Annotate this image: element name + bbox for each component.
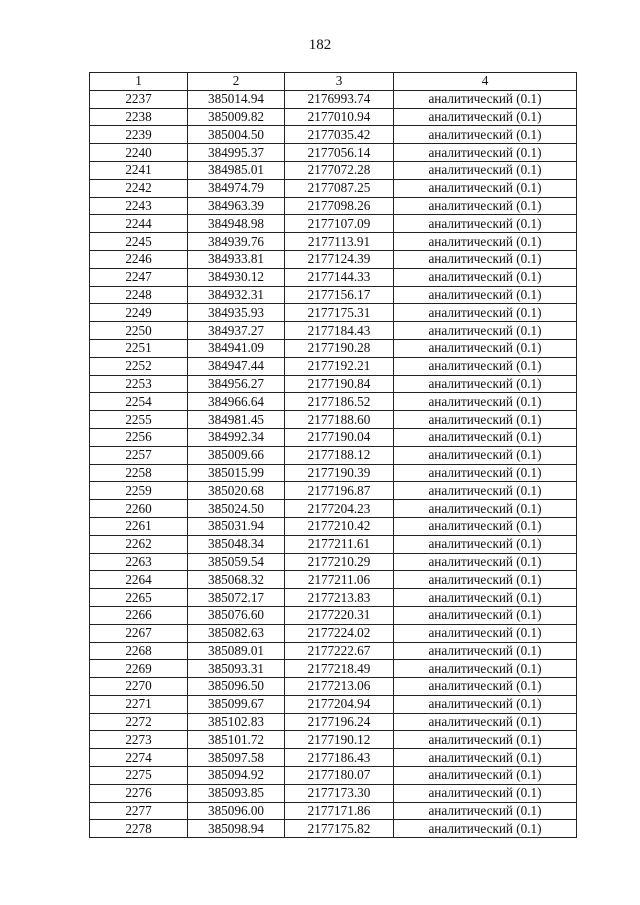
point-number-cell: 2242 bbox=[90, 179, 188, 197]
y-coordinate-cell: 2177218.49 bbox=[285, 660, 394, 678]
method-cell: аналитический (0.1) bbox=[394, 713, 577, 731]
x-coordinate-cell: 385031.94 bbox=[188, 517, 285, 535]
x-coordinate-cell: 384966.64 bbox=[188, 393, 285, 411]
y-coordinate-cell: 2177124.39 bbox=[285, 250, 394, 268]
table-row bbox=[90, 179, 577, 197]
method-cell: аналитический (0.1) bbox=[394, 767, 577, 785]
table-row bbox=[90, 144, 577, 162]
table-row bbox=[90, 286, 577, 304]
y-coordinate-cell: 2177220.31 bbox=[285, 606, 394, 624]
point-number-cell: 2277 bbox=[90, 802, 188, 820]
method-cell: аналитический (0.1) bbox=[394, 642, 577, 660]
x-coordinate-cell: 385048.34 bbox=[188, 535, 285, 553]
table-row bbox=[90, 233, 577, 251]
method-cell: аналитический (0.1) bbox=[394, 286, 577, 304]
table-row bbox=[90, 322, 577, 340]
y-coordinate-cell: 2177210.42 bbox=[285, 517, 394, 535]
point-number-cell: 2269 bbox=[90, 660, 188, 678]
point-number-cell: 2243 bbox=[90, 197, 188, 215]
x-coordinate-cell: 384933.81 bbox=[188, 250, 285, 268]
method-cell: аналитический (0.1) bbox=[394, 233, 577, 251]
table-header-row bbox=[90, 73, 577, 91]
table-row bbox=[90, 304, 577, 322]
table-row bbox=[90, 571, 577, 589]
y-coordinate-cell: 2177087.25 bbox=[285, 179, 394, 197]
y-coordinate-cell: 2177224.02 bbox=[285, 624, 394, 642]
point-number-cell: 2238 bbox=[90, 108, 188, 126]
table-row bbox=[90, 250, 577, 268]
table-row bbox=[90, 482, 577, 500]
point-number-cell: 2262 bbox=[90, 535, 188, 553]
table-row bbox=[90, 446, 577, 464]
x-coordinate-cell: 384981.45 bbox=[188, 411, 285, 429]
table-row bbox=[90, 606, 577, 624]
method-cell: аналитический (0.1) bbox=[394, 304, 577, 322]
table-body bbox=[90, 90, 577, 837]
point-number-cell: 2255 bbox=[90, 411, 188, 429]
method-cell: аналитический (0.1) bbox=[394, 749, 577, 767]
table-row bbox=[90, 784, 577, 802]
x-coordinate-cell: 384985.01 bbox=[188, 161, 285, 179]
point-number-cell: 2252 bbox=[90, 357, 188, 375]
x-coordinate-cell: 385059.54 bbox=[188, 553, 285, 571]
method-cell: аналитический (0.1) bbox=[394, 517, 577, 535]
y-coordinate-cell: 2177175.31 bbox=[285, 304, 394, 322]
method-cell: аналитический (0.1) bbox=[394, 375, 577, 393]
method-cell: аналитический (0.1) bbox=[394, 197, 577, 215]
point-number-cell: 2244 bbox=[90, 215, 188, 233]
method-cell: аналитический (0.1) bbox=[394, 144, 577, 162]
point-number-cell: 2268 bbox=[90, 642, 188, 660]
column-header-3: 3 bbox=[285, 73, 394, 91]
y-coordinate-cell: 2177211.06 bbox=[285, 571, 394, 589]
table-row bbox=[90, 393, 577, 411]
table-row bbox=[90, 767, 577, 785]
y-coordinate-cell: 2176993.74 bbox=[285, 90, 394, 108]
y-coordinate-cell: 2177173.30 bbox=[285, 784, 394, 802]
table-row bbox=[90, 339, 577, 357]
method-cell: аналитический (0.1) bbox=[394, 357, 577, 375]
coordinates-table bbox=[89, 72, 577, 838]
table-row bbox=[90, 553, 577, 571]
table-row bbox=[90, 126, 577, 144]
method-cell: аналитический (0.1) bbox=[394, 695, 577, 713]
point-number-cell: 2253 bbox=[90, 375, 188, 393]
x-coordinate-cell: 385072.17 bbox=[188, 589, 285, 607]
table-row bbox=[90, 197, 577, 215]
y-coordinate-cell: 2177156.17 bbox=[285, 286, 394, 304]
method-cell: аналитический (0.1) bbox=[394, 215, 577, 233]
table-row bbox=[90, 428, 577, 446]
table-row bbox=[90, 589, 577, 607]
table-row bbox=[90, 90, 577, 108]
point-number-cell: 2259 bbox=[90, 482, 188, 500]
x-coordinate-cell: 385093.31 bbox=[188, 660, 285, 678]
method-cell: аналитический (0.1) bbox=[394, 446, 577, 464]
y-coordinate-cell: 2177188.60 bbox=[285, 411, 394, 429]
point-number-cell: 2241 bbox=[90, 161, 188, 179]
method-cell: аналитический (0.1) bbox=[394, 624, 577, 642]
point-number-cell: 2274 bbox=[90, 749, 188, 767]
y-coordinate-cell: 2177190.04 bbox=[285, 428, 394, 446]
x-coordinate-cell: 385020.68 bbox=[188, 482, 285, 500]
x-coordinate-cell: 384974.79 bbox=[188, 179, 285, 197]
y-coordinate-cell: 2177171.86 bbox=[285, 802, 394, 820]
y-coordinate-cell: 2177144.33 bbox=[285, 268, 394, 286]
y-coordinate-cell: 2177056.14 bbox=[285, 144, 394, 162]
method-cell: аналитический (0.1) bbox=[394, 108, 577, 126]
point-number-cell: 2276 bbox=[90, 784, 188, 802]
column-header-2: 2 bbox=[188, 73, 285, 91]
x-coordinate-cell: 385097.58 bbox=[188, 749, 285, 767]
point-number-cell: 2267 bbox=[90, 624, 188, 642]
table-row bbox=[90, 642, 577, 660]
method-cell: аналитический (0.1) bbox=[394, 339, 577, 357]
x-coordinate-cell: 385015.99 bbox=[188, 464, 285, 482]
point-number-cell: 2271 bbox=[90, 695, 188, 713]
point-number-cell: 2246 bbox=[90, 250, 188, 268]
table-row bbox=[90, 820, 577, 838]
x-coordinate-cell: 385096.50 bbox=[188, 678, 285, 696]
table-row bbox=[90, 268, 577, 286]
y-coordinate-cell: 2177186.43 bbox=[285, 749, 394, 767]
x-coordinate-cell: 385094.92 bbox=[188, 767, 285, 785]
y-coordinate-cell: 2177211.61 bbox=[285, 535, 394, 553]
y-coordinate-cell: 2177204.23 bbox=[285, 500, 394, 518]
table-row bbox=[90, 375, 577, 393]
point-number-cell: 2272 bbox=[90, 713, 188, 731]
table-row bbox=[90, 624, 577, 642]
method-cell: аналитический (0.1) bbox=[394, 820, 577, 838]
table-row bbox=[90, 161, 577, 179]
point-number-cell: 2254 bbox=[90, 393, 188, 411]
point-number-cell: 2264 bbox=[90, 571, 188, 589]
y-coordinate-cell: 2177186.52 bbox=[285, 393, 394, 411]
point-number-cell: 2263 bbox=[90, 553, 188, 571]
x-coordinate-cell: 385004.50 bbox=[188, 126, 285, 144]
y-coordinate-cell: 2177196.87 bbox=[285, 482, 394, 500]
x-coordinate-cell: 385101.72 bbox=[188, 731, 285, 749]
point-number-cell: 2275 bbox=[90, 767, 188, 785]
method-cell: аналитический (0.1) bbox=[394, 179, 577, 197]
x-coordinate-cell: 384963.39 bbox=[188, 197, 285, 215]
method-cell: аналитический (0.1) bbox=[394, 500, 577, 518]
x-coordinate-cell: 385093.85 bbox=[188, 784, 285, 802]
table-row bbox=[90, 500, 577, 518]
y-coordinate-cell: 2177222.67 bbox=[285, 642, 394, 660]
y-coordinate-cell: 2177210.29 bbox=[285, 553, 394, 571]
method-cell: аналитический (0.1) bbox=[394, 731, 577, 749]
method-cell: аналитический (0.1) bbox=[394, 322, 577, 340]
y-coordinate-cell: 2177190.12 bbox=[285, 731, 394, 749]
method-cell: аналитический (0.1) bbox=[394, 482, 577, 500]
y-coordinate-cell: 2177098.26 bbox=[285, 197, 394, 215]
x-coordinate-cell: 384948.98 bbox=[188, 215, 285, 233]
table-row bbox=[90, 464, 577, 482]
point-number-cell: 2237 bbox=[90, 90, 188, 108]
method-cell: аналитический (0.1) bbox=[394, 678, 577, 696]
method-cell: аналитический (0.1) bbox=[394, 589, 577, 607]
method-cell: аналитический (0.1) bbox=[394, 393, 577, 411]
method-cell: аналитический (0.1) bbox=[394, 784, 577, 802]
point-number-cell: 2247 bbox=[90, 268, 188, 286]
x-coordinate-cell: 385098.94 bbox=[188, 820, 285, 838]
point-number-cell: 2250 bbox=[90, 322, 188, 340]
y-coordinate-cell: 2177188.12 bbox=[285, 446, 394, 464]
table-row bbox=[90, 802, 577, 820]
x-coordinate-cell: 385068.32 bbox=[188, 571, 285, 589]
y-coordinate-cell: 2177107.09 bbox=[285, 215, 394, 233]
y-coordinate-cell: 2177190.39 bbox=[285, 464, 394, 482]
y-coordinate-cell: 2177192.21 bbox=[285, 357, 394, 375]
method-cell: аналитический (0.1) bbox=[394, 126, 577, 144]
table-row bbox=[90, 678, 577, 696]
point-number-cell: 2278 bbox=[90, 820, 188, 838]
table-row bbox=[90, 713, 577, 731]
point-number-cell: 2256 bbox=[90, 428, 188, 446]
y-coordinate-cell: 2177010.94 bbox=[285, 108, 394, 126]
y-coordinate-cell: 2177175.82 bbox=[285, 820, 394, 838]
y-coordinate-cell: 2177213.06 bbox=[285, 678, 394, 696]
point-number-cell: 2248 bbox=[90, 286, 188, 304]
table-row bbox=[90, 108, 577, 126]
table-row bbox=[90, 731, 577, 749]
table-row bbox=[90, 517, 577, 535]
y-coordinate-cell: 2177184.43 bbox=[285, 322, 394, 340]
table-row bbox=[90, 357, 577, 375]
table-row bbox=[90, 215, 577, 233]
x-coordinate-cell: 384992.34 bbox=[188, 428, 285, 446]
x-coordinate-cell: 385089.01 bbox=[188, 642, 285, 660]
point-number-cell: 2270 bbox=[90, 678, 188, 696]
table-row bbox=[90, 660, 577, 678]
x-coordinate-cell: 384935.93 bbox=[188, 304, 285, 322]
x-coordinate-cell: 384937.27 bbox=[188, 322, 285, 340]
table-row bbox=[90, 535, 577, 553]
x-coordinate-cell: 384956.27 bbox=[188, 375, 285, 393]
method-cell: аналитический (0.1) bbox=[394, 571, 577, 589]
point-number-cell: 2257 bbox=[90, 446, 188, 464]
point-number-cell: 2260 bbox=[90, 500, 188, 518]
method-cell: аналитический (0.1) bbox=[394, 428, 577, 446]
column-header-1: 1 bbox=[90, 73, 188, 91]
y-coordinate-cell: 2177072.28 bbox=[285, 161, 394, 179]
point-number-cell: 2240 bbox=[90, 144, 188, 162]
point-number-cell: 2251 bbox=[90, 339, 188, 357]
y-coordinate-cell: 2177213.83 bbox=[285, 589, 394, 607]
point-number-cell: 2273 bbox=[90, 731, 188, 749]
method-cell: аналитический (0.1) bbox=[394, 553, 577, 571]
point-number-cell: 2265 bbox=[90, 589, 188, 607]
x-coordinate-cell: 384939.76 bbox=[188, 233, 285, 251]
x-coordinate-cell: 385099.67 bbox=[188, 695, 285, 713]
column-header-4: 4 bbox=[394, 73, 577, 91]
method-cell: аналитический (0.1) bbox=[394, 268, 577, 286]
table-row bbox=[90, 749, 577, 767]
x-coordinate-cell: 385009.66 bbox=[188, 446, 285, 464]
y-coordinate-cell: 2177190.84 bbox=[285, 375, 394, 393]
y-coordinate-cell: 2177035.42 bbox=[285, 126, 394, 144]
x-coordinate-cell: 385096.00 bbox=[188, 802, 285, 820]
x-coordinate-cell: 384947.44 bbox=[188, 357, 285, 375]
method-cell: аналитический (0.1) bbox=[394, 161, 577, 179]
point-number-cell: 2258 bbox=[90, 464, 188, 482]
method-cell: аналитический (0.1) bbox=[394, 802, 577, 820]
method-cell: аналитический (0.1) bbox=[394, 250, 577, 268]
method-cell: аналитический (0.1) bbox=[394, 606, 577, 624]
method-cell: аналитический (0.1) bbox=[394, 90, 577, 108]
y-coordinate-cell: 2177190.28 bbox=[285, 339, 394, 357]
x-coordinate-cell: 384932.31 bbox=[188, 286, 285, 304]
page-number: 182 bbox=[308, 37, 332, 53]
x-coordinate-cell: 384941.09 bbox=[188, 339, 285, 357]
point-number-cell: 2261 bbox=[90, 517, 188, 535]
x-coordinate-cell: 384930.12 bbox=[188, 268, 285, 286]
point-number-cell: 2245 bbox=[90, 233, 188, 251]
x-coordinate-cell: 385009.82 bbox=[188, 108, 285, 126]
x-coordinate-cell: 384995.37 bbox=[188, 144, 285, 162]
table-row bbox=[90, 695, 577, 713]
method-cell: аналитический (0.1) bbox=[394, 411, 577, 429]
point-number-cell: 2239 bbox=[90, 126, 188, 144]
method-cell: аналитический (0.1) bbox=[394, 535, 577, 553]
point-number-cell: 2266 bbox=[90, 606, 188, 624]
x-coordinate-cell: 385024.50 bbox=[188, 500, 285, 518]
x-coordinate-cell: 385082.63 bbox=[188, 624, 285, 642]
point-number-cell: 2249 bbox=[90, 304, 188, 322]
table-row bbox=[90, 411, 577, 429]
y-coordinate-cell: 2177113.91 bbox=[285, 233, 394, 251]
x-coordinate-cell: 385014.94 bbox=[188, 90, 285, 108]
x-coordinate-cell: 385076.60 bbox=[188, 606, 285, 624]
method-cell: аналитический (0.1) bbox=[394, 660, 577, 678]
y-coordinate-cell: 2177204.94 bbox=[285, 695, 394, 713]
method-cell: аналитический (0.1) bbox=[394, 464, 577, 482]
y-coordinate-cell: 2177196.24 bbox=[285, 713, 394, 731]
y-coordinate-cell: 2177180.07 bbox=[285, 767, 394, 785]
x-coordinate-cell: 385102.83 bbox=[188, 713, 285, 731]
